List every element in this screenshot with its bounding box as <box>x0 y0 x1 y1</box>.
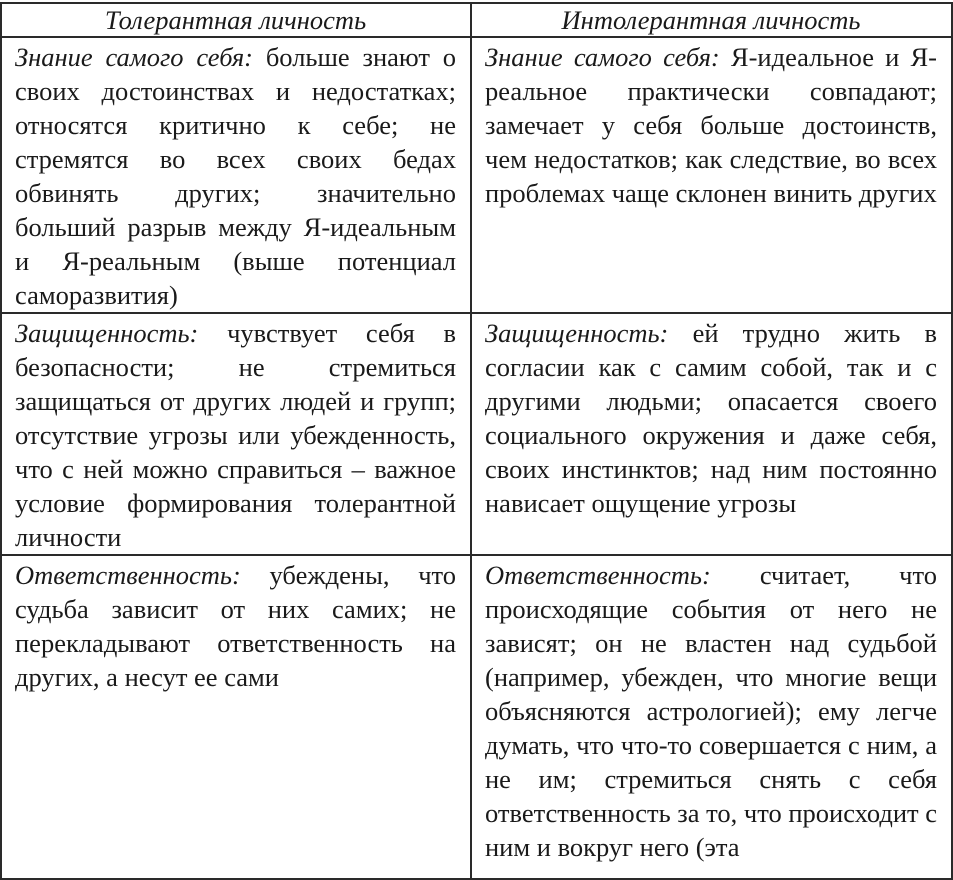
term-label: Ответственность: <box>15 560 241 590</box>
cell-text: считает, что происходящие события от него не зависят; он не властен над судьбой (например, убежден, что многие вещи объясняются астрологией); ему легче думать, что что-то совершается с ним, а не им; стремиться снять с себя ответственность за то, что происходит с ним и вокруг него (эта <box>485 560 937 862</box>
cell-intolerant-security <box>471 313 952 555</box>
table-row-responsibility <box>1 555 952 879</box>
cell-text: чувствует себя в безопасности; не стремиться защищаться от других людей и групп; отсутствие угрозы или убежденность, что с ней можно справиться – важное условие формирования толерантной личности <box>15 318 456 552</box>
cell-intolerant-self-knowledge <box>471 37 952 313</box>
cell-text: ей трудно жить в согласии как с самим собой, так и с другими людьми; опасается своего социального окружения и даже себя, своих инстинктов; над ним постоянно нависает ощущение угрозы <box>485 318 937 518</box>
header-tolerant: Толерантная личность <box>1 3 471 37</box>
table-row-security <box>1 313 952 555</box>
term-label: Защищенность: <box>485 318 669 348</box>
cell-tolerant-security <box>1 313 471 555</box>
table-row-self-knowledge <box>1 37 952 313</box>
term-label: Знание самого себя: <box>15 42 254 72</box>
cell-tolerant-responsibility <box>1 555 471 879</box>
cell-tolerant-self-knowledge <box>1 37 471 313</box>
cell-text: больше знают о своих достоинствах и недостатках; относятся критично к себе; не стремятся во всех своих бедах обвинять других; значительно больший разрыв между Я-идеальным и Я-реальным (выше потенциал саморазвития) <box>15 42 456 310</box>
term-label: Защищенность: <box>15 318 199 348</box>
cell-intolerant-responsibility <box>471 555 952 879</box>
term-label: Ответственность: <box>485 560 711 590</box>
table-header-row <box>1 3 952 37</box>
term-label: Знание самого себя: <box>485 42 720 72</box>
header-intolerant: Интолерантная личность <box>471 3 952 37</box>
cell-text: Я-идеальное и Я-реальное практически совпадают; замечает у себя больше достоинств, чем недостатков; как следствие, во всех проблемах чаще склонен винить других <box>485 42 937 208</box>
cell-text: убеждены, что судьба зависит от них самих; не перекладывают ответственность на других, а несут ее сами <box>15 560 456 692</box>
comparison-table <box>0 2 953 880</box>
